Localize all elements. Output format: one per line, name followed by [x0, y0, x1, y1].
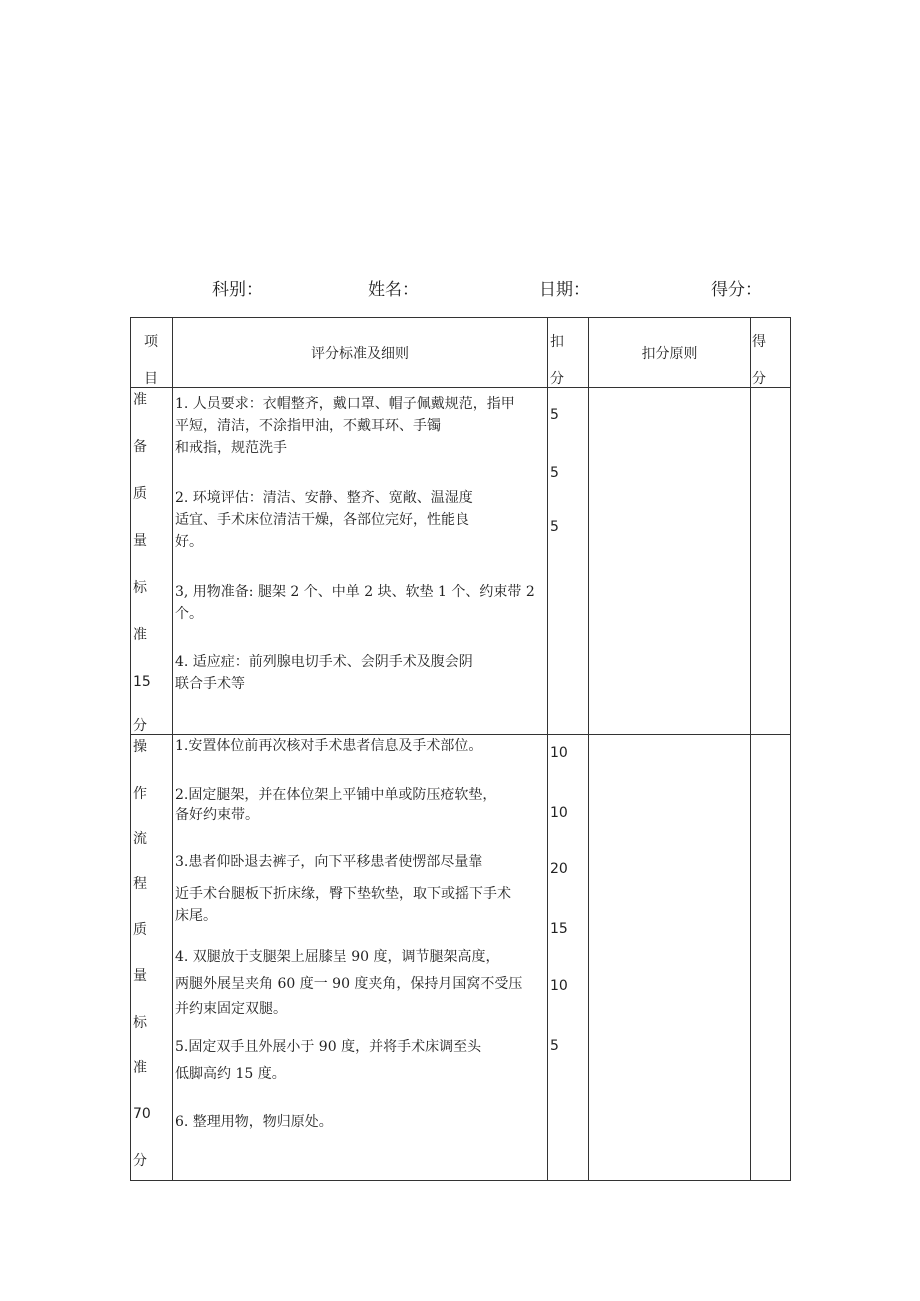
score-label: 得分： [711, 280, 762, 300]
dept-label: 科别： [212, 280, 263, 300]
deduct-points: 15 [550, 921, 568, 937]
section1-label-char: 量 [133, 533, 147, 549]
section2-label-char: 作 [133, 786, 147, 802]
section2-label-char: 分 [133, 1153, 147, 1169]
criteria-line: 3, 用物准备: 腿架 2 个、中单 2 块、软垫 1 个、约束带 2 [175, 584, 535, 600]
deduct-points: 10 [550, 745, 568, 761]
criteria-line: 好。 [175, 534, 203, 550]
col-header-deduct-1: 扣 [550, 334, 564, 350]
section1-label-char: 标 [133, 580, 147, 596]
section1-label-char: 分 [133, 718, 147, 734]
section1-label-char: 准 [133, 627, 147, 643]
criteria-line: 6. 整理用物，物归原处。 [175, 1114, 333, 1130]
deduct-points: 10 [550, 978, 568, 994]
deduct-points: 5 [550, 1038, 559, 1054]
col-divider-principle [750, 317, 751, 1181]
section1-label-char: 15 [133, 674, 151, 690]
col-divider-deduct [588, 317, 589, 1181]
section2-label-char: 标 [133, 1015, 147, 1031]
criteria-line: 平短，清洁，不涂指甲油，不戴耳环、手镯 [175, 418, 441, 434]
criteria-line: 5.固定双手且外展小于 90 度，并将手术床调至头 [175, 1039, 482, 1055]
section2-label-char: 量 [133, 968, 147, 984]
col-divider-item [172, 317, 173, 1181]
criteria-line: 适宜、手术床位清洁干燥，各部位完好，性能良 [175, 512, 469, 528]
name-label: 姓名： [368, 280, 419, 300]
col-header-principle: 扣分原则 [641, 346, 698, 362]
date-label: 日期： [539, 280, 590, 300]
table-border-top [130, 317, 791, 318]
criteria-line: 床尾。 [175, 908, 217, 924]
section2-label-char: 质 [133, 922, 147, 938]
deduct-points: 20 [550, 861, 568, 877]
col-header-criteria: 评分标准及细则 [311, 346, 409, 362]
criteria-line: 联合手术等 [175, 676, 245, 692]
criteria-line: 2.固定腿架，并在体位架上平铺中单或防压疮软垫， [175, 787, 497, 803]
criteria-line: 1. 人员要求：衣帽整齐，戴口罩、帽子佩戴规范，指甲 [175, 396, 515, 412]
section2-label-char: 程 [133, 876, 147, 892]
col-header-item-2: 目 [144, 371, 158, 387]
table-border-bottom [130, 1180, 791, 1181]
section2-label-char: 操 [133, 739, 147, 755]
criteria-line: 1.安置体位前再次核对手术患者信息及手术部位。 [175, 738, 483, 754]
header-row-divider [130, 387, 791, 388]
criteria-line: 两腿外展呈夹角 60 度一 90 度夹角，保持月国窝不受压 [175, 976, 523, 992]
col-header-score-1: 得 [752, 334, 766, 350]
section2-label-char: 70 [133, 1106, 151, 1122]
criteria-line: 个。 [175, 606, 203, 622]
section2-label-char: 准 [133, 1060, 147, 1076]
section1-label-char: 准 [133, 392, 147, 408]
section1-label-char: 质 [133, 486, 147, 502]
deduct-points: 10 [550, 805, 568, 821]
deduct-points: 5 [550, 465, 559, 481]
col-header-item-1: 项 [144, 334, 158, 350]
col-header-deduct-2: 分 [550, 371, 564, 387]
col-header-score-2: 分 [752, 371, 766, 387]
criteria-line: 4. 适应症：前列腺电切手术、会阴手术及腹会阴 [175, 654, 473, 670]
criteria-line: 4. 双腿放于支腿架上屈膝呈 90 度，调节腿架高度， [175, 949, 500, 965]
col-divider-criteria [547, 317, 548, 1181]
criteria-line: 和戒指，规范洗手 [175, 440, 287, 456]
criteria-line: 低脚高约 15 度。 [175, 1066, 286, 1082]
criteria-line: 3.患者仰卧退去裤子，向下平移患者使愣部尽量靠 [175, 854, 483, 870]
section2-label-char: 流 [133, 831, 147, 847]
col-divider-left [130, 317, 131, 1181]
col-divider-right [790, 317, 791, 1181]
criteria-line: 近手术台腿板下折床缘，臀下垫软垫，取下或摇下手术 [175, 886, 511, 902]
section1-label-char: 备 [133, 439, 147, 455]
criteria-line: 备好约束带。 [175, 807, 259, 823]
deduct-points: 5 [550, 519, 559, 535]
deduct-points: 5 [550, 407, 559, 423]
criteria-line: 2. 环境评估：清洁、安静、整齐、宽敞、温湿度 [175, 490, 473, 506]
criteria-line: 并约束固定双腿。 [175, 1001, 287, 1017]
